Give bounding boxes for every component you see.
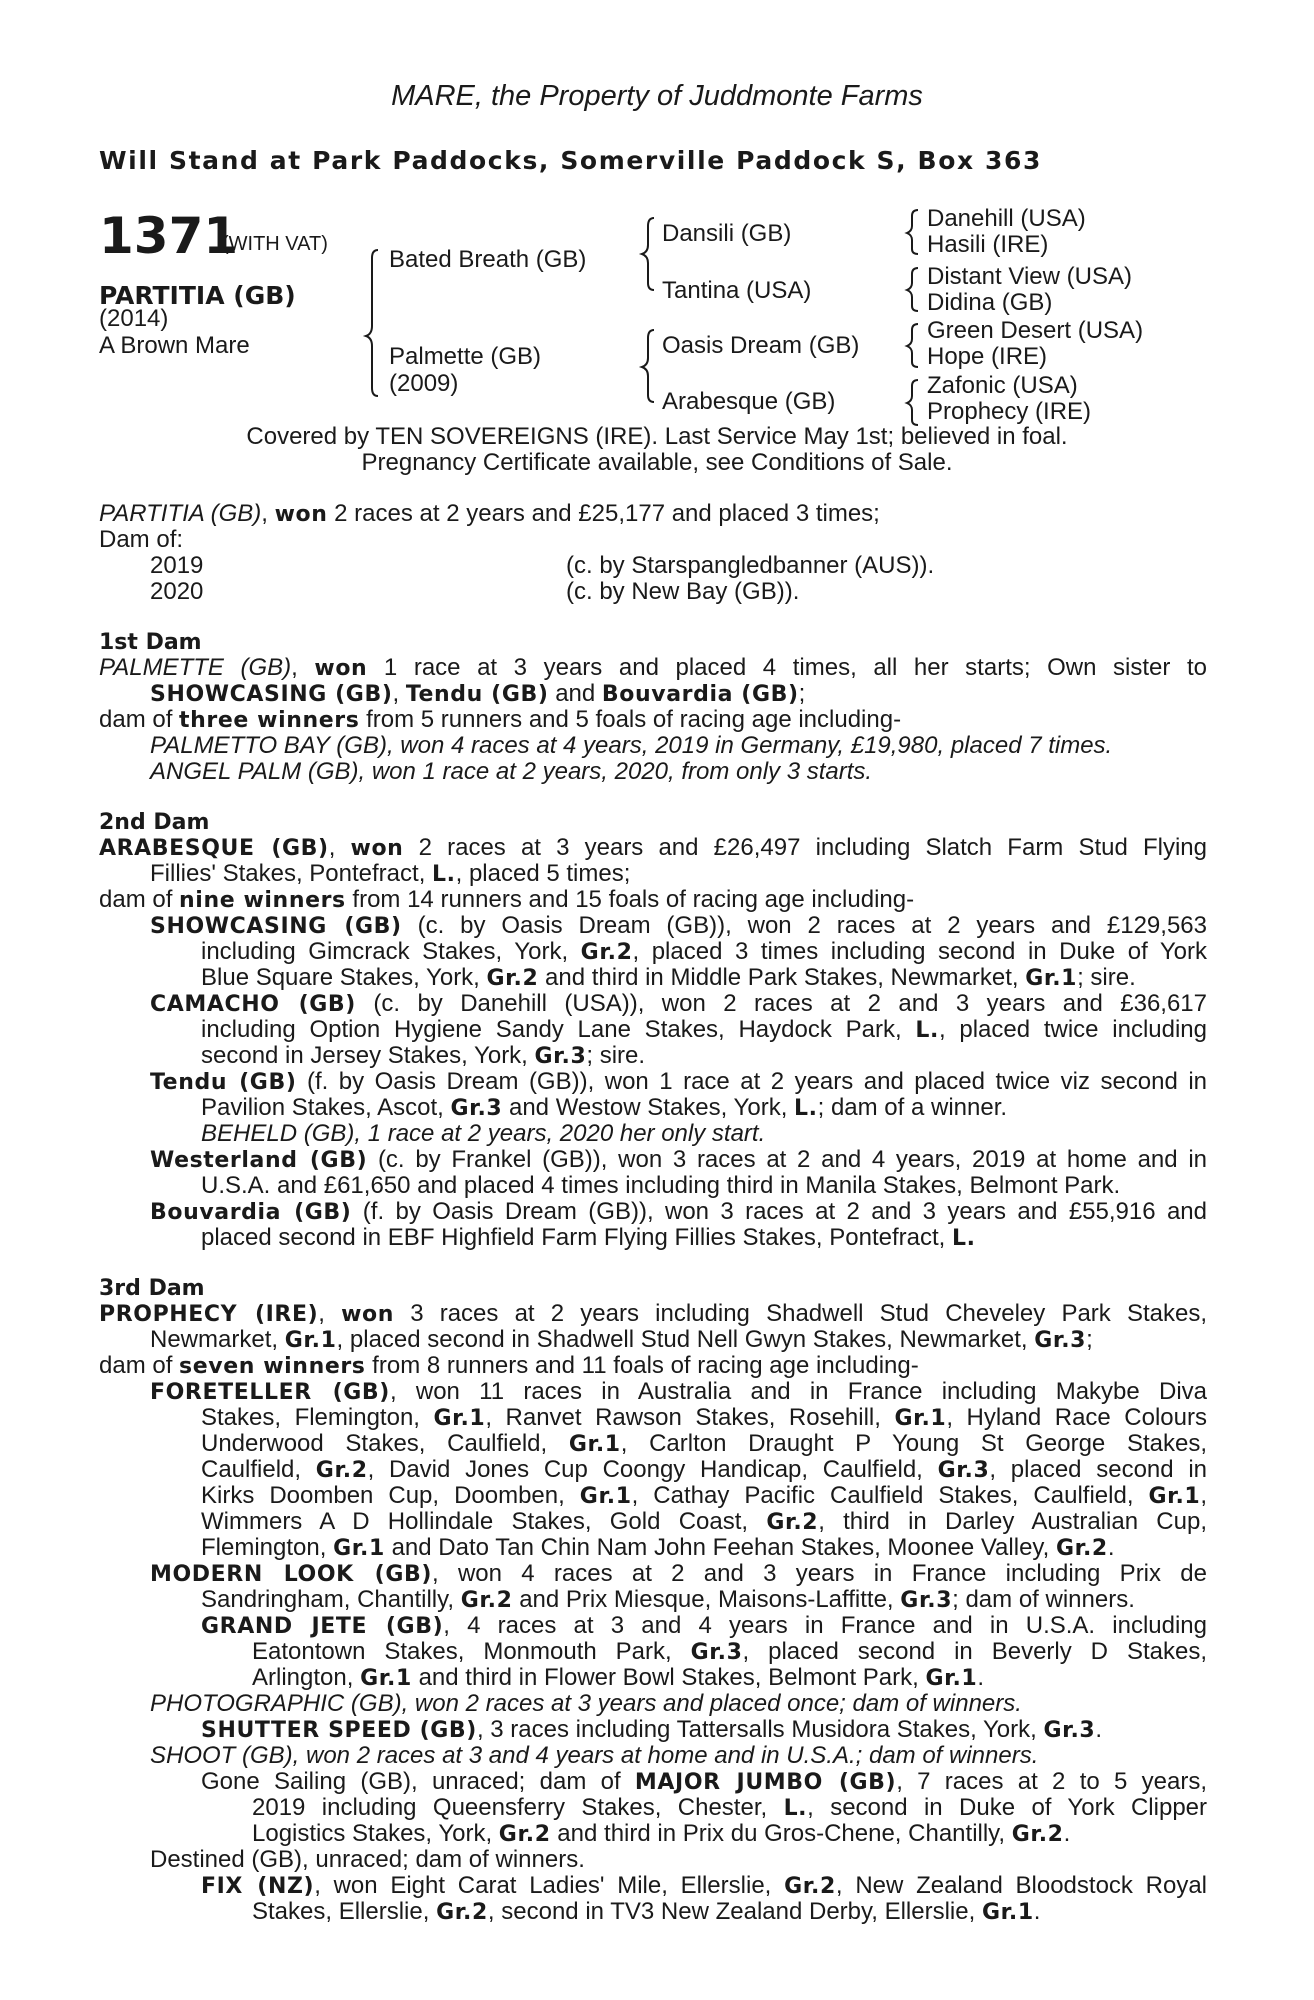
t: . (1107, 1534, 1115, 1561)
third-dam-line (201, 1873, 1207, 1900)
third-dam-line (150, 1379, 1207, 1406)
t: from 5 runners and 5 foals of racing age including- (359, 706, 902, 733)
b: L. (783, 1796, 808, 1821)
sep: , (392, 680, 406, 707)
first-dam-heading: 1st Dam (99, 630, 202, 655)
t: and Westow Stakes, York, (502, 1094, 795, 1121)
first-dam-line-1: PALMETTE (GB), won 1 race at 3 years and placed 4 times, all her starts; Own sister to (99, 654, 1207, 681)
lot-number: 1371 (99, 207, 239, 265)
t: , (318, 1300, 342, 1327)
gen3-1: Danehill (USA) (927, 205, 1086, 232)
third-dam-line: PHOTOGRAPHIC (GB), won 2 races at 3 years and placed once; dam of winners. (150, 1690, 1022, 1717)
t: from 8 runners and 11 foals of racing age including- (365, 1352, 919, 1379)
mare-record-text: 2 races at 2 years and £25,177 and placed 3 times; (327, 500, 880, 527)
t: , 3 races including Tattersalls Musidora Stakes, York, (476, 1716, 1044, 1743)
first-dam-foal-1: PALMETTO BAY (GB), won 4 races at 4 years, 2019 in Germany, £19,980, placed 7 times. (150, 732, 1113, 759)
t: second in Jersey Stakes, York, (201, 1042, 535, 1069)
t: , won Eight Carat Ladies' Mile, Ellerslie, (314, 1872, 785, 1899)
gen3-2: Hasili (IRE) (927, 231, 1049, 258)
second-dam-line (201, 1043, 645, 1070)
second-dam-line (150, 1147, 1207, 1174)
t: , second in Duke of York Clipper (807, 1794, 1208, 1821)
b: Gr.1 (333, 1536, 385, 1561)
produce-desc-1: (c. by Starspangledbanner (AUS)). (566, 552, 935, 579)
second-dam-line (99, 887, 914, 914)
gen3-5: Green Desert (USA) (927, 317, 1144, 344)
stand-location: Will Stand at Park Paddocks, Somerville Paddock S, Box 363 (99, 146, 1042, 175)
b: Gr.2 (580, 940, 633, 965)
t: , (328, 834, 351, 861)
mare-won: won (274, 502, 328, 527)
t: , Ranvet Rawson Stakes, Rosehill, (485, 1404, 895, 1431)
second-dam-line (150, 1069, 1207, 1096)
t: (f. by Oasis Dream (GB)), won 3 races at 2 and 3 years and £55,916 and (351, 1198, 1207, 1225)
third-dam-line (201, 1613, 1207, 1640)
third-dam-line (252, 1821, 1070, 1848)
t: Logistics Stakes, York, (252, 1820, 499, 1847)
first-dam-won: won (314, 656, 368, 681)
b: Gr.1 (1148, 1484, 1201, 1509)
t: ; (1086, 1326, 1093, 1353)
sibling-showcasing: SHOWCASING (GB) (150, 682, 393, 707)
b: FIX (NZ) (201, 1874, 315, 1899)
granddam-sire-side: Tantina (USA) (662, 277, 812, 304)
t: 2 races at 3 years and £26,497 including Slatch Farm Stud Flying (403, 834, 1207, 861)
b: Gr.1 (894, 1406, 947, 1431)
t: Blue Square Stakes, York, (201, 964, 487, 991)
b: Westerland (GB) (150, 1148, 368, 1173)
third-dam-line: SHOOT (GB), won 2 races at 3 and 4 years at home and in U.S.A.; dam of winners. (150, 1742, 1039, 1769)
t: Kirks Doomben Cup, Doomben, (201, 1482, 580, 1509)
t: dam of (99, 706, 180, 733)
b: Gr.2 (1011, 1822, 1064, 1847)
dam-year: (2009) (389, 370, 459, 397)
horse-description: A Brown Mare (99, 332, 250, 359)
gen3-3: Distant View (USA) (927, 263, 1132, 290)
third-dam-line (201, 1405, 1207, 1432)
b: Gr.2 (766, 1510, 819, 1535)
vat-note: (WITH VAT) (222, 233, 328, 255)
third-dam-line (201, 1717, 1102, 1744)
third-dam-line (99, 1301, 1207, 1328)
t: (c. by Oasis Dream (GB)), won 2 races at 2 years and £129,563 (401, 912, 1207, 939)
b: Gr.2 (498, 1822, 551, 1847)
produce-desc-2: (c. by New Bay (GB)). (566, 578, 800, 605)
first-dam-name: PALMETTE (GB) (99, 654, 292, 681)
b: L. (915, 1018, 939, 1043)
t: , placed twice including (938, 1016, 1208, 1043)
third-dam-line (252, 1899, 1040, 1926)
t: , won 4 races at 2 and 3 years in France including Prix de (432, 1560, 1207, 1587)
t: Pavilion Stakes, Ascot, (201, 1094, 451, 1121)
t: , Carlton Draught P Young St George Stakes, (620, 1430, 1207, 1457)
gen3-6: Hope (IRE) (927, 343, 1048, 370)
gen3-7: Zafonic (USA) (927, 372, 1078, 399)
t: dam of (99, 886, 180, 913)
t: Sandringham, Chantilly, (201, 1586, 461, 1613)
mare-record: PARTITIA (GB), won 2 races at 2 years and £25,177 and placed 3 times; (99, 500, 880, 527)
b: Gr.3 (1043, 1718, 1096, 1743)
t: 2019 including Queensferry Stakes, Chester, (252, 1794, 784, 1821)
t: , won 11 races in Australia and in France including Makybe Diva (389, 1378, 1207, 1405)
b: Gr.3 (937, 1458, 990, 1483)
and: and (548, 680, 602, 707)
third-dam-line (252, 1795, 1207, 1822)
b: MODERN LOOK (GB) (150, 1562, 433, 1587)
sibling-tendu: Tendu (GB) (405, 682, 549, 707)
first-dam-line-2 (150, 681, 805, 708)
t: 3 races at 2 years including Shadwell Stud Cheveley Park Stakes, (394, 1300, 1208, 1327)
b: Gr.3 (690, 1640, 743, 1665)
dam-of-label: Dam of: (99, 526, 184, 553)
pedigree-braces (0, 0, 1314, 440)
t: Caulfield, (201, 1456, 316, 1483)
gen3-8: Prophecy (IRE) (927, 398, 1092, 425)
t: placed second in EBF Highfield Farm Flying Fillies Stakes, Pontefract, (201, 1224, 952, 1251)
b: Gr.2 (1055, 1536, 1108, 1561)
t: including Option Hygiene Sandy Lane Stakes, Haydock Park, (201, 1016, 916, 1043)
t: , Cathay Pacific Caulfield Stakes, Caulfield, (631, 1482, 1149, 1509)
pregnancy-note: Pregnancy Certificate available, see Conditions of Sale. (361, 449, 953, 476)
t: including Gimcrack Stakes, York, (201, 938, 581, 965)
b: Gr.2 (436, 1900, 488, 1925)
t: ; dam of a winner. (817, 1094, 1008, 1121)
t: and Prix Miesque, Maisons-Laffitte, (512, 1586, 901, 1613)
mare-record-name: PARTITIA (GB) (99, 500, 262, 527)
b: Gr.1 (568, 1432, 621, 1457)
second-dam-line: U.S.A. and £61,650 and placed 4 times including third in Manila Stakes, Belmont Park. (201, 1172, 1121, 1199)
third-dam-line (150, 1561, 1207, 1588)
third-dam-line (201, 1509, 1207, 1536)
third-dam-line (201, 1457, 1207, 1484)
b: L. (794, 1096, 818, 1121)
t: and third in Prix du Gros-Chene, Chantilly, (550, 1820, 1012, 1847)
b: Gr.1 (1025, 966, 1078, 991)
dam-name: Palmette (GB) (389, 343, 542, 370)
t: Fillies' Stakes, Pontefract, (150, 860, 433, 887)
b: Gr.1 (981, 1900, 1034, 1925)
first-dam-record: 1 race at 3 years and placed 4 times, all her starts; Own sister to (367, 654, 1207, 681)
second-dam-line (150, 1199, 1207, 1226)
winners-count: three winners (179, 708, 360, 733)
t: , placed 3 times including second in Duke of York (632, 938, 1208, 965)
t: , (1200, 1482, 1207, 1509)
grandsire: Dansili (GB) (662, 220, 792, 247)
b: Gr.3 (450, 1096, 503, 1121)
produce-year-1: 2019 (150, 552, 204, 579)
third-dam-line: Destined (GB), unraced; dam of winners. (150, 1846, 585, 1873)
b: Bouvardia (GB) (150, 1200, 352, 1225)
t: , placed 5 times; (455, 860, 631, 887)
b: Gr.3 (900, 1588, 953, 1613)
t: . (977, 1664, 984, 1691)
sire-name: Bated Breath (GB) (389, 246, 587, 273)
produce-year-2: 2020 (150, 578, 204, 605)
third-dam-line (201, 1535, 1114, 1562)
horse-year: (2014) (99, 305, 169, 332)
b: FORETELLER (GB) (150, 1380, 390, 1405)
t: ; dam of winners. (952, 1586, 1135, 1613)
b: won (341, 1302, 395, 1327)
b: Gr.1 (360, 1666, 412, 1691)
t: Newmarket, (150, 1326, 285, 1353)
second-dam-line (150, 991, 1207, 1018)
t: ; sire. (586, 1042, 646, 1069)
t: and Dato Tan Chin Nam John Feehan Stakes, Moonee Valley, (384, 1534, 1056, 1561)
b: Gr.1 (925, 1666, 978, 1691)
third-dam-line (201, 1587, 1135, 1614)
t: (c. by Danehill (USA)), won 2 races at 2 and 3 years and £36,617 (355, 990, 1207, 1017)
third-dam-line (201, 1769, 1207, 1796)
t: Arlington, (252, 1664, 361, 1691)
horse-name: PARTITIA (GB) (99, 281, 296, 310)
second-dam-line (201, 1095, 1007, 1122)
t: Flemington, (201, 1534, 334, 1561)
first-dam-foal-2: ANGEL PALM (GB), won 1 race at 2 years, 2020, from only 3 starts. (150, 758, 873, 785)
b: L. (951, 1226, 976, 1251)
b: Gr.1 (433, 1406, 486, 1431)
t: , third in Darley Australian Cup, (818, 1508, 1208, 1535)
b: won (350, 836, 404, 861)
b: Gr.3 (534, 1044, 587, 1069)
b: seven winners (179, 1354, 366, 1379)
b: Tendu (GB) (150, 1070, 297, 1095)
b: Gr.1 (284, 1328, 337, 1353)
t: , placed second in Shadwell Stud Nell Gwyn Stakes, Newmarket, (336, 1326, 1035, 1353)
t: , David Jones Cup Coongy Handicap, Caulfield, (367, 1456, 938, 1483)
b: Gr.2 (486, 966, 539, 991)
t: . (1063, 1820, 1071, 1847)
b: ARABESQUE (GB) (99, 836, 329, 861)
second-dam-line (201, 1225, 976, 1252)
second-dam-line: BEHELD (GB), 1 race at 2 years, 2020 her only start. (201, 1120, 766, 1147)
t: . (1095, 1716, 1102, 1743)
third-dam-line (252, 1639, 1207, 1666)
t: Underwood Stakes, Caulfield, (201, 1430, 569, 1457)
second-dam-line (201, 939, 1207, 966)
t: and third in Flower Bowl Stakes, Belmont Park, (411, 1664, 926, 1691)
t: , 4 races at 3 and 4 years in France and in U.S.A. including (443, 1612, 1208, 1639)
b: Gr.3 (1034, 1328, 1087, 1353)
b: Gr.2 (460, 1588, 513, 1613)
first-dam-line-3 (99, 707, 901, 734)
b: nine winners (179, 888, 346, 913)
t: (c. by Frankel (GB)), won 3 races at 2 and 4 years, 2019 at home and in (367, 1146, 1208, 1173)
second-dam-line (201, 965, 1136, 992)
t: Eatontown Stakes, Monmouth Park, (252, 1638, 691, 1665)
t: , 7 races at 2 to 5 years, (896, 1768, 1207, 1795)
t: , New Zealand Bloodstock Royal (835, 1872, 1208, 1899)
t: . (1033, 1898, 1041, 1925)
third-dam-line (252, 1665, 984, 1692)
t: Wimmers A D Hollindale Stakes, Gold Coast, (201, 1508, 767, 1535)
dam-sire: Oasis Dream (GB) (662, 332, 860, 359)
third-dam-line (99, 1353, 919, 1380)
b: Gr.2 (315, 1458, 368, 1483)
third-dam-heading: 3rd Dam (99, 1276, 205, 1301)
third-dam-line (150, 1327, 1093, 1354)
b: SHOWCASING (GB) (150, 914, 402, 939)
sibling-bouvardia: Bouvardia (GB) (601, 682, 799, 707)
t: and third in Middle Park Stakes, Newmarket, (538, 964, 1026, 991)
t: (f. by Oasis Dream (GB)), won 1 race at 2 years and placed twice viz second in (296, 1068, 1207, 1095)
t: from 14 runners and 15 foals of racing age including- (345, 886, 915, 913)
t: , placed second in (989, 1456, 1208, 1483)
t: ; sire. (1077, 964, 1136, 991)
b: Gr.1 (579, 1484, 632, 1509)
second-dam-heading: 2nd Dam (99, 810, 210, 835)
second-dam-line (201, 1017, 1207, 1044)
b: GRAND JETE (GB) (201, 1614, 444, 1639)
gen3-4: Didina (GB) (927, 289, 1053, 316)
t: , placed second in Beverly D Stakes, (742, 1638, 1208, 1665)
b: SHUTTER SPEED (GB) (201, 1718, 477, 1743)
t: dam of (99, 1352, 180, 1379)
b: L. (432, 862, 456, 887)
second-dam: Arabesque (GB) (662, 388, 836, 415)
page-title: MARE, the Property of Juddmonte Farms (391, 80, 923, 112)
third-dam-line (201, 1431, 1207, 1458)
b: CAMACHO (GB) (150, 992, 356, 1017)
t: Stakes, Ellerslie, (252, 1898, 437, 1925)
t: Gone Sailing (GB), unraced; dam of (201, 1768, 635, 1795)
semi: ; (798, 680, 806, 707)
t: , Hyland Race Colours (946, 1404, 1207, 1431)
third-dam-line (201, 1483, 1207, 1510)
second-dam-line (150, 861, 630, 888)
b: PROPHECY (IRE) (99, 1302, 319, 1327)
b: Gr.2 (784, 1874, 836, 1899)
t: , second in TV3 New Zealand Derby, Ellerslie, (487, 1898, 982, 1925)
b: MAJOR JUMBO (GB) (634, 1770, 897, 1795)
covered-note: Covered by TEN SOVEREIGNS (IRE). Last Service May 1st; believed in foal. (246, 423, 1068, 450)
second-dam-line (99, 835, 1207, 862)
t: Stakes, Flemington, (201, 1404, 434, 1431)
second-dam-line (150, 913, 1207, 940)
